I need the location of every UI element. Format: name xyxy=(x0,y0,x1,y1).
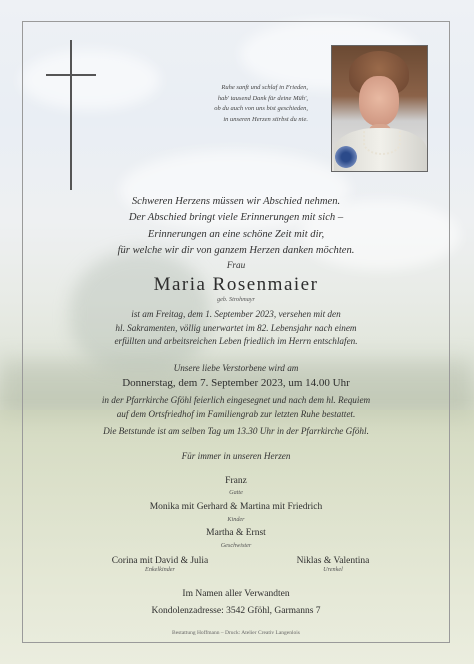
children-names: Monika mit Gerhard & Martina mit Friedrich xyxy=(149,502,323,512)
birth-name: geb. Strohmayr xyxy=(217,296,255,303)
forever-text: Für immer in unseren Herzen xyxy=(181,451,291,461)
poem-line: in unseren Herzen stirbst du nie. xyxy=(223,115,308,123)
husband-relation: Gatte xyxy=(229,489,243,496)
title-frau: Frau xyxy=(226,260,246,270)
intro-line: Der Abschied bringt viele Erinnerungen mit sich – xyxy=(128,212,344,224)
death-line: ist am Freitag, dem 1. September 2023, versehen mit den xyxy=(131,309,341,319)
poem-line: hab' tausend Dank für deine Müh', xyxy=(217,94,308,102)
poem-line: Ruhe sanft und schlaf in Frieden, xyxy=(221,84,308,91)
siblings-relation: Geschwister xyxy=(220,542,252,549)
funeral-date: Donnerstag, dem 7. September 2023, um 14.00 Uhr xyxy=(122,377,350,389)
great-grandchildren-names: Niklas & Valentina xyxy=(296,556,370,566)
condolence-address: Kondolenzadresse: 3542 Gföhl, Garmanns 7 xyxy=(151,606,321,616)
grandchildren-names: Corina mit David & Julia xyxy=(111,556,209,566)
funeral-line: auf dem Ortsfriedhof im Familiengrab zur letzten Ruhe bestattet. xyxy=(116,408,356,419)
footer-credit: Bestattung Hoffmann – Druck: Atelier Creativ Langenlois xyxy=(172,630,300,636)
relatives-text: Im Namen aller Verwandten xyxy=(182,589,290,599)
grandchildren-relation: Enkelkinder xyxy=(145,566,175,573)
poem xyxy=(108,83,308,125)
death-text xyxy=(22,308,450,349)
great-grandchildren xyxy=(258,556,408,574)
prayer-text: Die Betstunde ist am selben Tag um 13.30 Uhr in der Pfarrkirche Gföhl. xyxy=(103,426,369,436)
poem-line: ob du auch von uns bist geschieden, xyxy=(214,105,308,112)
death-line: erfüllten und arbeitsreichen Leben friedlich im Herrn entschlafen. xyxy=(114,336,358,346)
husband-name: Franz xyxy=(225,476,247,486)
intro-text xyxy=(22,194,450,259)
portrait-photo xyxy=(331,45,428,172)
siblings-names: Martha & Ernst xyxy=(206,528,266,538)
intro-line: für welche wir dir von ganzem Herzen danken möchten. xyxy=(117,244,355,256)
death-line: hl. Sakramenten, völlig unerwartet im 82. Lebensjahr nach einem xyxy=(115,322,357,333)
grandchildren xyxy=(80,556,240,574)
funeral-intro: Unsere liebe Verstorbene wird am xyxy=(173,363,299,373)
funeral-line: in der Pfarrkirche Gföhl feierlich eingesegnet und nach dem hl. Requiem xyxy=(101,395,371,405)
great-grandchildren-relation: Urenkel xyxy=(323,566,343,573)
intro-line: Erinnerungen an eine schöne Zeit mit dir, xyxy=(147,228,325,240)
deceased-name: Maria Rosenmaier xyxy=(153,274,319,295)
children-relation: Kinder xyxy=(227,516,245,523)
funeral-text xyxy=(22,394,450,421)
intro-line: Schweren Herzens müssen wir Abschied nehmen. xyxy=(131,196,341,207)
